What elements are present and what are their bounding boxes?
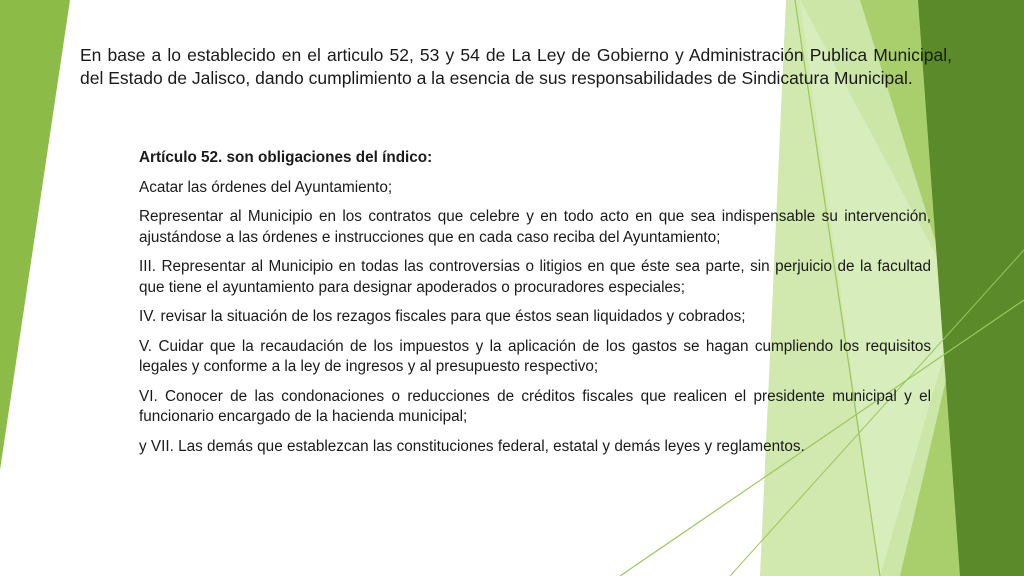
obligation-item: IV. revisar la situación de los rezagos fiscales para que éstos sean liquidados y cobrados; — [139, 308, 746, 325]
obligation-item: Acatar las órdenes del Ayuntamiento; — [139, 178, 393, 196]
obligation-item: V. Cuidar que la recaudación de los impuestos y la aplicación de los gastos se hagan cumpliendo los requisitos legales y conforme a la ley de ingresos y al presupuesto respectivo; — [139, 337, 931, 375]
obligation-item: Representar al Municipio en los contratos que celebre y en todo acto en que sea indispensable su intervención, ajustándose a las órdenes e instrucciones que en cada caso reciba del Ayuntamiento; — [139, 208, 931, 246]
obligation-item: VI. Conocer de las condonaciones o reducciones de créditos fiscales que realicen el presidente municipal y el funcionario encargado de la hacienda municipal; — [139, 387, 931, 425]
obligation-item: y VII. Las demás que establezcan las constituciones federal, estatal y demás leyes y reglamentos. — [139, 437, 805, 455]
article-heading: Artículo 52. son obligaciones del índico: — [139, 149, 433, 166]
left-green-triangle — [0, 0, 70, 470]
obligation-item: III. Representar al Municipio en todas las controversias o litigios en que éste sea parte, sin perjuicio de la facultad que tiene el ayuntamiento para designar apoderados o procuradores especiales; — [139, 258, 931, 296]
intro-paragraph: En base a lo establecido en el articulo 52, 53 y 54 de La Ley de Gobierno y Administración Publica Municipal, del Estado de Jalisco, dando cumplimiento a la esencia de sus responsabilidades de Sindicatura Municipal. — [80, 45, 952, 88]
article-content — [139, 148, 931, 466]
